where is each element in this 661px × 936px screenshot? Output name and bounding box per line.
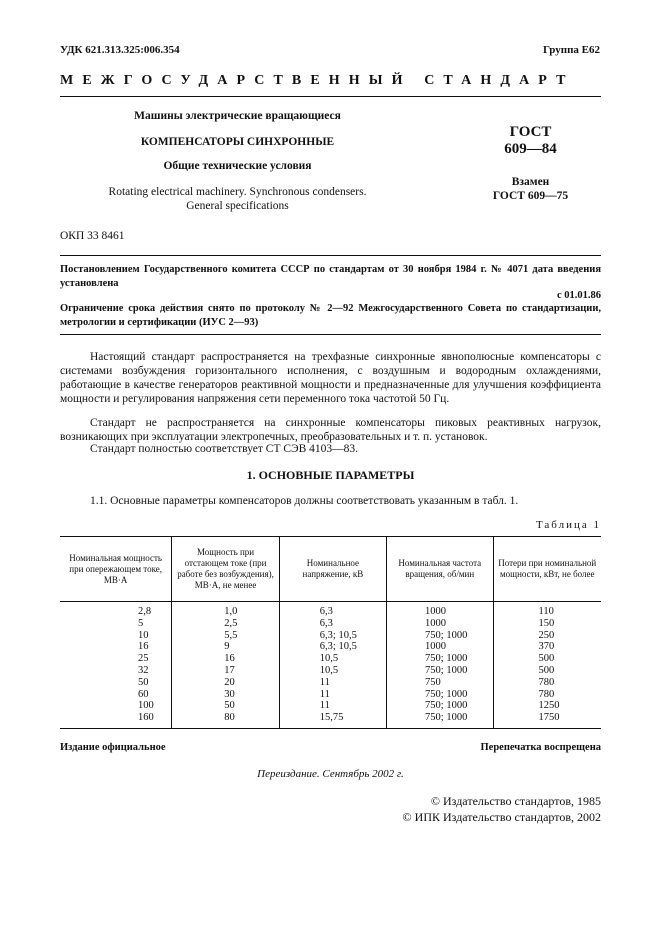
cell-rotation-speed: 750; 1000 (387, 700, 493, 712)
cell-leading-power: 60 (138, 688, 149, 700)
cell-rotation-speed: 750; 1000 (387, 689, 493, 701)
cell-voltage: 11 (279, 689, 386, 701)
section-title: 1. ОСНОВНЫЕ ПАРАМЕТРЫ (246, 468, 415, 482)
cell-lagging-power: 30 (172, 689, 280, 701)
english-title-1: Rotating electrical machinery. Synchronous condensers. (108, 186, 367, 198)
cell-voltage: 15,75 (279, 712, 386, 728)
header-leading-power: Номинальная мощность при опережающем токе, МВ·А (60, 537, 172, 602)
table-row (60, 641, 601, 653)
header-losses: Потери при номинальной мощности, кВт, не более (493, 537, 601, 602)
cell-losses: 780 (493, 689, 601, 701)
cell-voltage: 6,3 (279, 602, 386, 618)
title-line-1: Машины электрические вращающиеся (134, 110, 341, 122)
cell-rotation-speed: 1000 (387, 641, 493, 653)
title-line-3: Общие технические условия (163, 160, 312, 172)
cell-lagging-power: 20 (172, 677, 280, 689)
table-row (60, 618, 601, 630)
cell-losses: 500 (493, 665, 601, 677)
okp-code: ОКП 33 8461 (60, 230, 125, 242)
header-voltage: Номинальное напряжение, кВ (279, 537, 386, 602)
cell-rotation-speed: 750; 1000 (387, 712, 493, 728)
cell-losses: 500 (493, 653, 601, 665)
cell-rotation-speed: 750 (387, 677, 493, 689)
table-header-row (60, 537, 601, 602)
cell-voltage: 11 (279, 677, 386, 689)
cell-losses: 370 (493, 641, 601, 653)
header-lagging-power: Мощность при отстающем токе (при работе без возбуждения), МВ·А, не менее (172, 537, 280, 602)
table-row (60, 602, 601, 618)
replaces-gost: ГОСТ 609—75 (492, 190, 569, 202)
gost-label: ГОСТ (509, 124, 552, 140)
table-row (60, 712, 601, 728)
cell-voltage: 6,3; 10,5 (279, 630, 386, 642)
cell-voltage: 11 (279, 700, 386, 712)
cell-rotation-speed: 750; 1000 (387, 665, 493, 677)
cell-losses: 250 (493, 630, 601, 642)
table-caption: Таблица 1 (535, 519, 601, 531)
cell-losses: 150 (493, 618, 601, 630)
table-row (60, 700, 601, 712)
official-edition: Издание официальное (60, 742, 166, 753)
cell-rotation-speed: 750; 1000 (387, 630, 493, 642)
header-rule (60, 255, 601, 256)
cell-lagging-power: 9 (172, 641, 280, 653)
standard-banner: МЕЖГОСУДАРСТВЕННЫЙ СТАНДАРТ (60, 73, 575, 88)
cell-lagging-power: 2,5 (172, 618, 280, 630)
cell-rotation-speed: 1000 (387, 618, 493, 630)
cell-leading-power: 100 (138, 700, 154, 712)
paragraph-scope: Настоящий стандарт распространяется на трехфазные синхронные явнополюсные компенсаторы с системами возбуждения горизонтального исполнения, с воздушным и водородным охлаждениями, работающие в качестве генераторов реактивной мощности и предназначенные для улучшения коэффициента мощности и регулирования напряжения сети переменного тока частотой 50 Гц. (60, 351, 601, 405)
cell-leading-power: 5 (138, 617, 144, 629)
group-code: Группа E62 (542, 44, 600, 56)
title-block (60, 110, 415, 213)
table-row (60, 665, 601, 677)
cell-leading-power: 32 (138, 664, 149, 676)
reissue-note: Переиздание. Сентябрь 2002 г. (257, 768, 404, 780)
cell-lagging-power: 5,5 (172, 630, 280, 642)
cell-lagging-power: 1,0 (172, 602, 280, 618)
paragraph-exclusion: Стандарт не распространяется на синхронные компенсаторы пиковых реактивных нагрузок, возникающих при эксплуатации электропечных, преобразовательных и т. п. установок. (60, 417, 601, 443)
limitation-text: Ограничение срока действия снято по протоколу № 2—92 Межгосударственного Совета по стандартизации, метрологии и сертификации (ИУС 2—93) (60, 303, 601, 328)
gost-block (460, 124, 601, 203)
cell-voltage: 10,5 (279, 653, 386, 665)
decree-text: Постановлением Государственного комитета СССР по стандартам от 30 ноября 1984 г. № 4071 дата введения установлена (60, 264, 601, 289)
cell-leading-power: 50 (138, 676, 149, 688)
cell-voltage: 10,5 (279, 665, 386, 677)
cell-leading-power: 10 (138, 629, 149, 641)
cell-rotation-speed: 1000 (387, 602, 493, 618)
cell-losses: 780 (493, 677, 601, 689)
cell-lagging-power: 80 (172, 712, 280, 728)
parameters-table (60, 536, 601, 729)
effective-date: с 01.01.86 (556, 290, 601, 301)
cell-losses: 110 (493, 602, 601, 618)
cell-leading-power: 25 (138, 653, 149, 665)
header-rotation-speed: Номинальная частота вращения, об/мин (387, 537, 493, 602)
cell-lagging-power: 17 (172, 665, 280, 677)
udk-code: УДК 621.313.325:006.354 (60, 44, 180, 56)
title-line-2: КОМПЕНСАТОРЫ СИНХРОННЫЕ (140, 136, 335, 148)
reprint-prohibited: Перепечатка воспрещена (480, 742, 601, 753)
decree-rule (60, 334, 601, 335)
paragraph-1-1: 1.1. Основные параметры компенсаторов должны соответствовать указанным в табл. 1. (90, 495, 519, 507)
cell-lagging-power: 16 (172, 653, 280, 665)
replaces-label: Взамен (511, 176, 550, 188)
cell-losses: 1750 (493, 712, 601, 728)
table-row (60, 653, 601, 665)
banner-rule (60, 96, 601, 97)
cell-leading-power: 160 (60, 712, 172, 728)
copyright-2002: © ИПК Издательство стандартов, 2002 (402, 810, 601, 824)
cell-rotation-speed: 750; 1000 (387, 653, 493, 665)
cell-lagging-power: 50 (172, 700, 280, 712)
cell-leading-power: 2,8 (138, 606, 152, 617)
table-row (60, 689, 601, 701)
copyright-1985: © Издательство стандартов, 1985 (430, 794, 601, 808)
cell-voltage: 6,3 (279, 618, 386, 630)
english-title-2: General specifications (186, 200, 289, 212)
table-row (60, 677, 601, 689)
paragraph-compliance: Стандарт полностью соответствует СТ СЭВ 4103—83. (90, 443, 359, 455)
cell-losses: 1250 (493, 700, 601, 712)
gost-number: 609—84 (504, 141, 557, 157)
table-row (60, 630, 601, 642)
cell-leading-power: 16 (138, 641, 149, 653)
cell-voltage: 6,3; 10,5 (279, 641, 386, 653)
